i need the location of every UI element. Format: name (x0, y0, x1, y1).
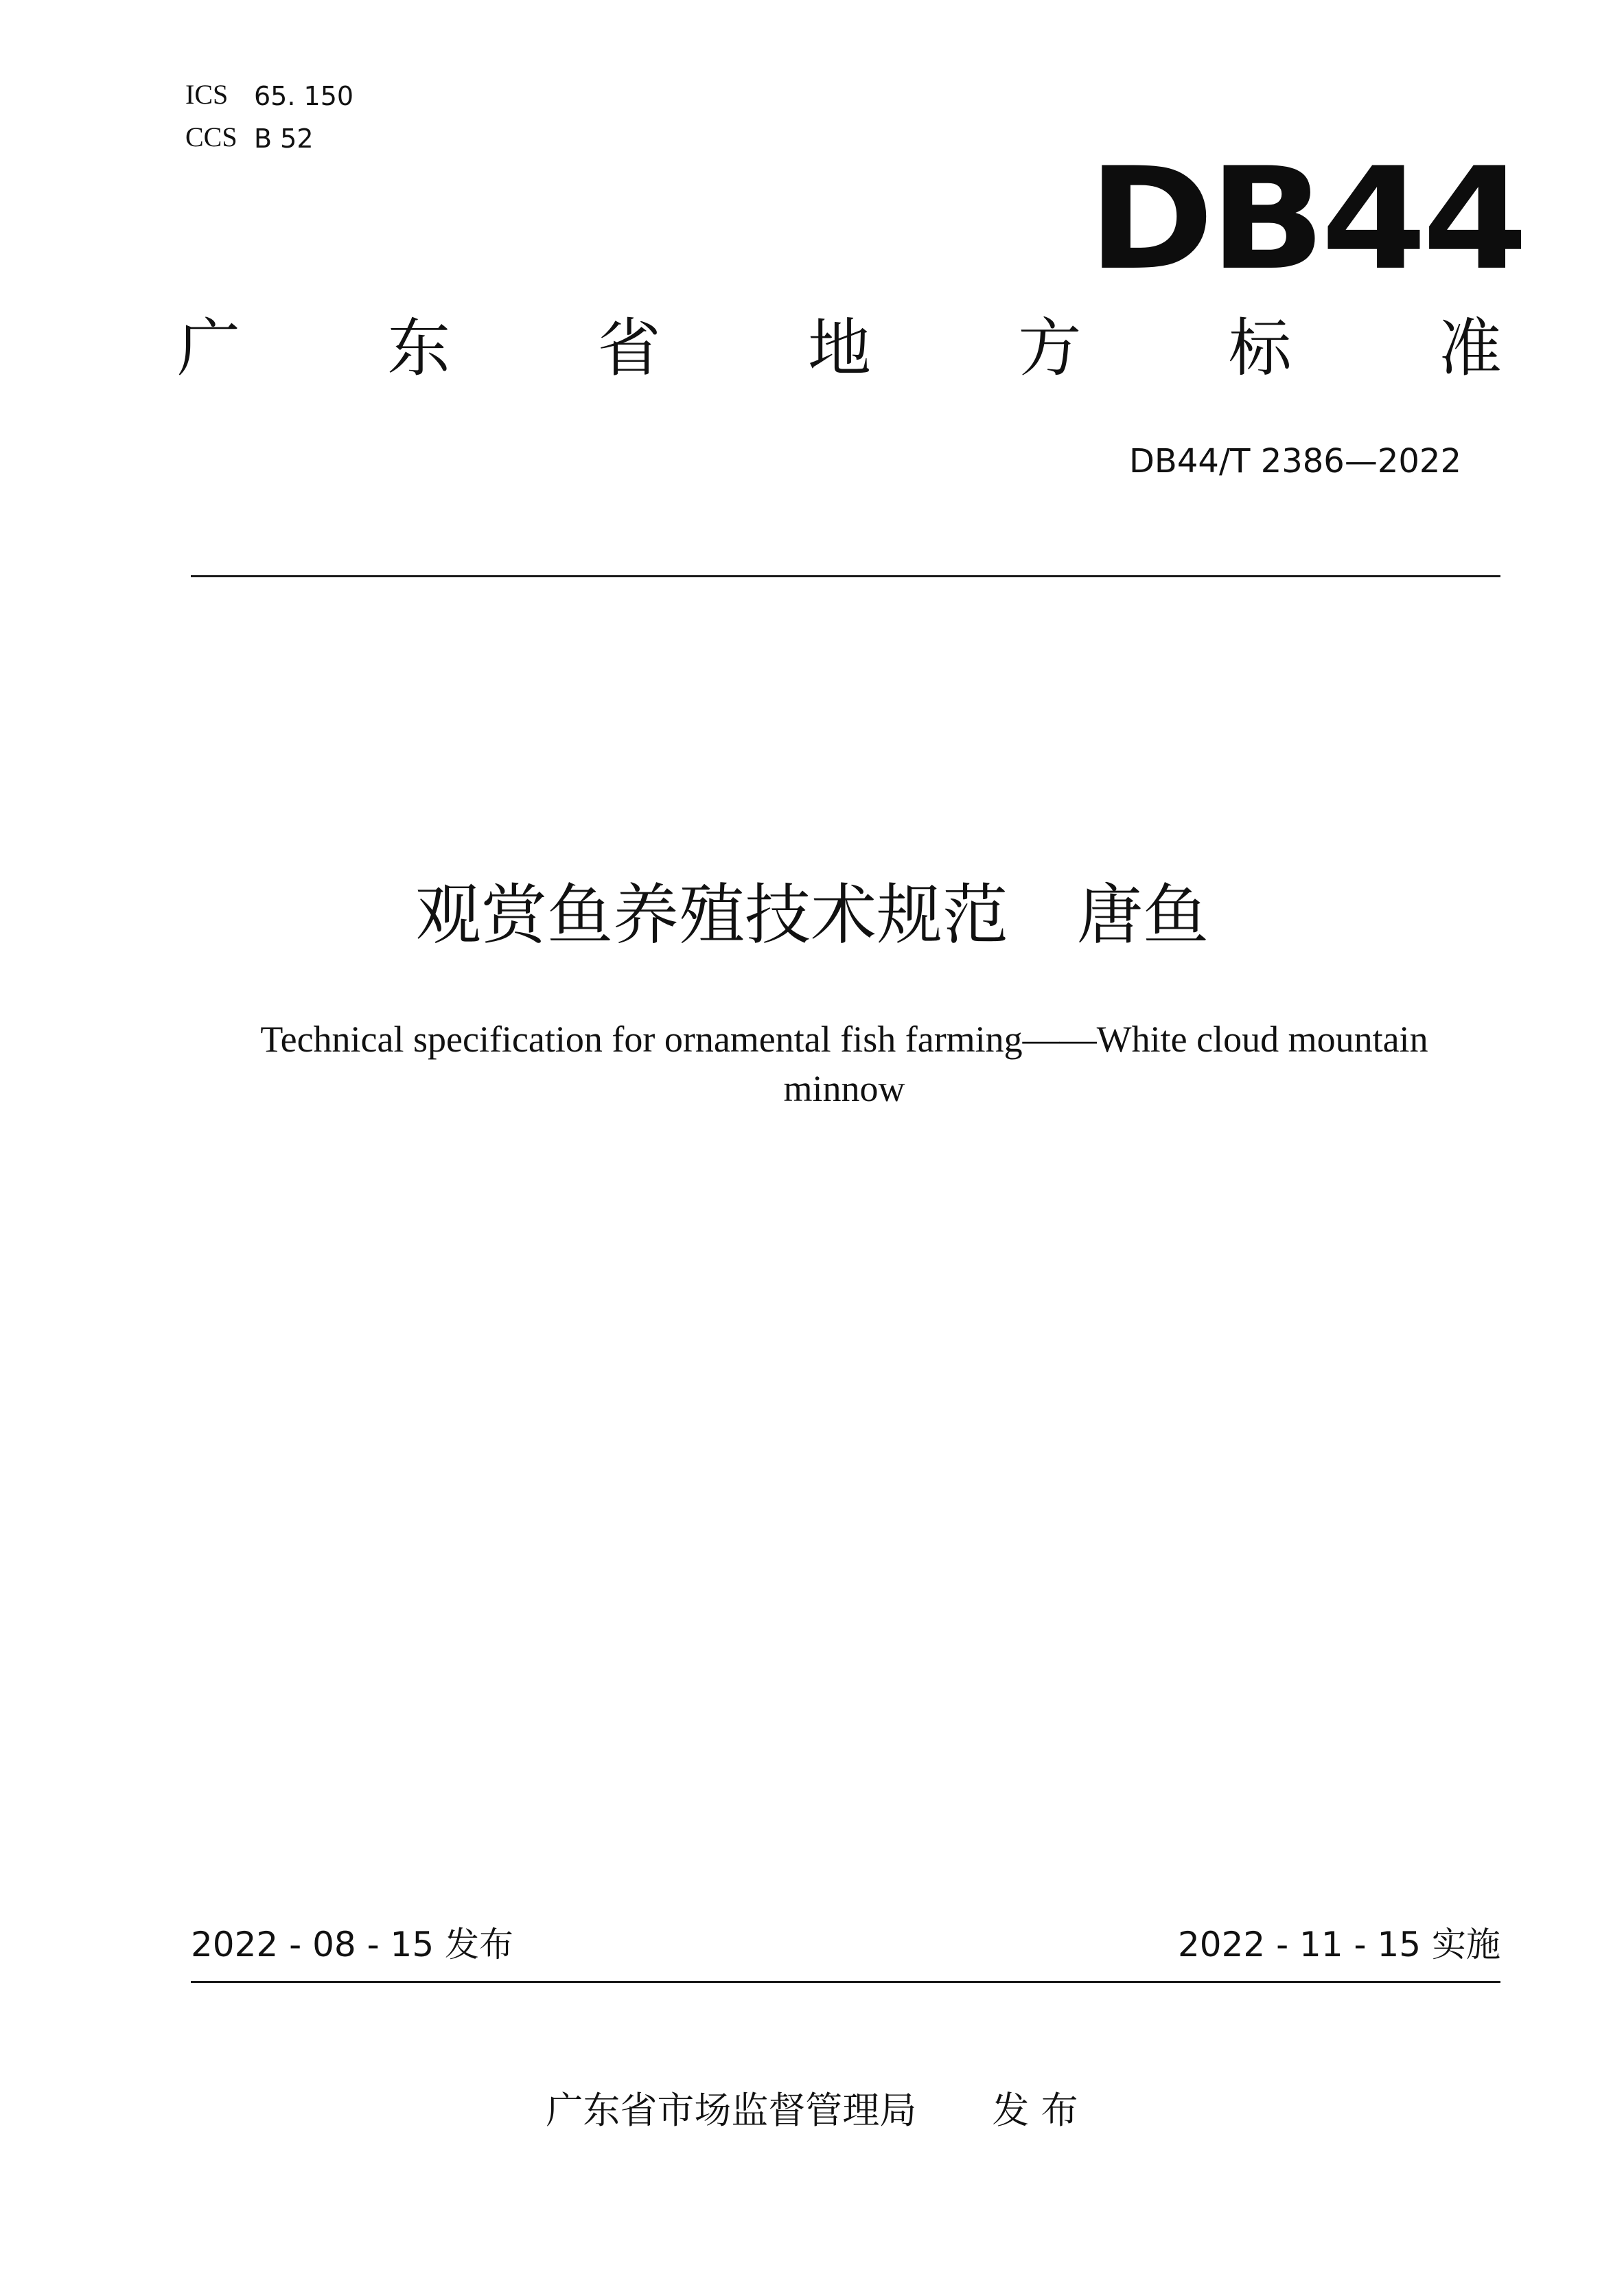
db44-logo: DB44 (1088, 138, 1524, 301)
publisher (0, 2089, 1624, 2132)
title-chinese (0, 877, 1624, 953)
category-char: 广 (177, 312, 241, 385)
category-char: 方 (1018, 312, 1082, 385)
ccs-label: CCS (185, 121, 237, 152)
title-chinese-main: 观赏鱼养殖技术规范 (415, 877, 1008, 953)
top-divider (191, 575, 1500, 577)
implementation-date: 2022 - 11 - 15 实施 (1177, 1925, 1500, 1964)
title-chinese-sub: 唐鱼 (1077, 877, 1209, 953)
category-char: 标 (1228, 312, 1292, 385)
publisher-name: 广东省市场监督管理局 (546, 2089, 917, 2132)
standard-category (177, 312, 1502, 385)
ics-code: 65. 150 (254, 81, 354, 111)
standard-number: DB44/T 2386—2022 (1128, 442, 1461, 480)
bottom-divider (191, 1981, 1500, 1983)
publisher-action: 发 布 (992, 2089, 1078, 2132)
title-english: Technical specification for ornamental fish farming——White cloud mountain minnow (260, 1019, 1428, 1109)
ics-label: ICS (185, 79, 229, 110)
category-char: 省 (597, 312, 661, 385)
category-char: 东 (387, 312, 451, 385)
category-char: 地 (807, 312, 871, 385)
category-char: 准 (1438, 312, 1502, 385)
issue-date: 2022 - 08 - 15 发布 (191, 1925, 514, 1964)
ccs-code: B 52 (254, 124, 314, 154)
